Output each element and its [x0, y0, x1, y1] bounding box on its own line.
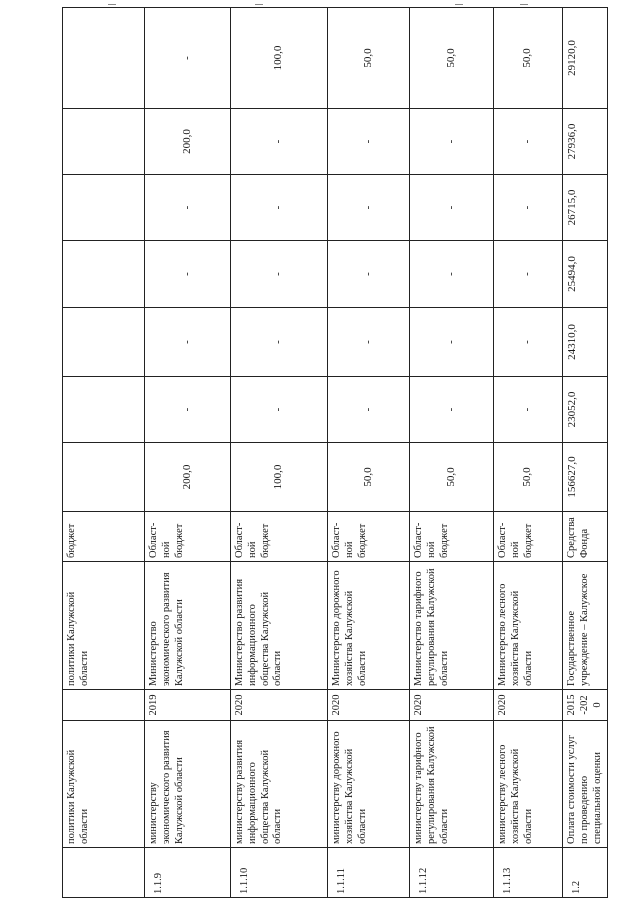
source-cell: Област-ной бюджет [328, 512, 410, 562]
value-year: 23052,0 [563, 377, 608, 443]
value-year: - [145, 175, 231, 241]
executor-cell: политики Калужской области [63, 562, 145, 690]
year-cell: 2020 [231, 690, 328, 721]
activity-cell: министерству лесного хозяйства Калужской области [494, 721, 563, 848]
value-total: 50,0 [328, 443, 410, 512]
value-year: - [231, 377, 328, 443]
value-year: - [410, 175, 494, 241]
row-code: 1.1.9 [145, 848, 231, 898]
table-row [410, 8, 494, 898]
table-row [231, 8, 328, 898]
value-year: - [328, 241, 410, 308]
rotated-document-page [62, 8, 603, 898]
activity-cell: Оплата стоимости услуг по проведению специальной оценки [563, 721, 608, 848]
row-code: 1.1.11 [328, 848, 410, 898]
scan-speck [520, 4, 528, 5]
value-year: - [494, 241, 563, 308]
table-row [494, 8, 563, 898]
value-total: 50,0 [494, 443, 563, 512]
value-year [63, 241, 145, 308]
value-year: 50,0 [494, 8, 563, 109]
table-row [145, 8, 231, 898]
value-year: - [328, 377, 410, 443]
value-year: 50,0 [328, 8, 410, 109]
executor-cell: Министерство лесного хозяйства Калужской области [494, 562, 563, 690]
row-code [63, 848, 145, 898]
value-year: - [145, 377, 231, 443]
table-row [328, 8, 410, 898]
value-year: - [410, 109, 494, 175]
value-year: - [145, 308, 231, 377]
activity-cell: политики Калужской области [63, 721, 145, 848]
activity-cell: министерству тарифного регулирования Калужской области [410, 721, 494, 848]
source-cell: Област-ной бюджет [494, 512, 563, 562]
source-cell: Област-ной бюджет [410, 512, 494, 562]
value-year: - [231, 241, 328, 308]
value-total [63, 443, 145, 512]
executor-cell: Министерство дорожного хозяйства Калужской области [328, 562, 410, 690]
row-code: 1.1.13 [494, 848, 563, 898]
value-year: - [494, 377, 563, 443]
value-year [63, 308, 145, 377]
executor-cell: Министерство тарифного регулирования Калужской области [410, 562, 494, 690]
scan-speck [455, 4, 463, 5]
value-year [63, 8, 145, 109]
value-year: - [328, 308, 410, 377]
activity-cell: министерству дорожного хозяйства Калужской области [328, 721, 410, 848]
value-year [63, 109, 145, 175]
budget-table [62, 7, 608, 898]
year-cell: 2020 [328, 690, 410, 721]
value-year: - [494, 308, 563, 377]
value-year: - [494, 109, 563, 175]
value-year: - [145, 8, 231, 109]
value-year: - [410, 241, 494, 308]
value-total: 156627,0 [563, 443, 608, 512]
value-year: 200,0 [145, 109, 231, 175]
value-year: - [231, 175, 328, 241]
row-code: 1.1.12 [410, 848, 494, 898]
value-year: 24310,0 [563, 308, 608, 377]
scan-speck [255, 4, 263, 5]
year-cell: 2015-2020 [563, 690, 608, 721]
executor-cell: Государственное учреждение – Калужское [563, 562, 608, 690]
value-total: 200,0 [145, 443, 231, 512]
year-cell: 2020 [494, 690, 563, 721]
row-code: 1.1.10 [231, 848, 328, 898]
value-year: 27936,0 [563, 109, 608, 175]
executor-cell: Министерство развития информационного общества Калужской области [231, 562, 328, 690]
executor-cell: Министерство экономического развития Калужской области [145, 562, 231, 690]
value-year: - [145, 241, 231, 308]
activity-cell: министерству экономического развития Калужской области [145, 721, 231, 848]
value-year: - [494, 175, 563, 241]
activity-cell: министерству развития информационного общества Калужской области [231, 721, 328, 848]
source-cell: Област-ной бюджет [231, 512, 328, 562]
value-year: 26715,0 [563, 175, 608, 241]
value-year: - [410, 308, 494, 377]
row-code: 1.2 [563, 848, 608, 898]
table-row [63, 8, 145, 898]
value-year: - [328, 175, 410, 241]
year-cell [63, 690, 145, 721]
year-cell: 2020 [410, 690, 494, 721]
value-year: - [410, 377, 494, 443]
value-year [63, 175, 145, 241]
value-year: 100,0 [231, 8, 328, 109]
source-cell: Средства Фонда [563, 512, 608, 562]
value-year: 50,0 [410, 8, 494, 109]
value-year: - [231, 308, 328, 377]
scan-speck [108, 4, 116, 5]
source-cell: бюджет [63, 512, 145, 562]
value-year: 29120,0 [563, 8, 608, 109]
value-year: 25494,0 [563, 241, 608, 308]
value-year: - [231, 109, 328, 175]
year-cell: 2019 [145, 690, 231, 721]
value-year: - [328, 109, 410, 175]
value-total: 100,0 [231, 443, 328, 512]
value-total: 50,0 [410, 443, 494, 512]
source-cell: Област-ной бюджет [145, 512, 231, 562]
table-row [563, 8, 608, 898]
value-year [63, 377, 145, 443]
